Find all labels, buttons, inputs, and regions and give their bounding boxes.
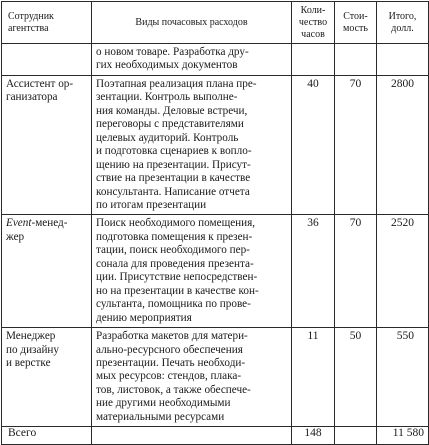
- table-row: [2, 75, 429, 215]
- expense-line: и подготовка сценариев к вопло-: [96, 145, 252, 158]
- expense-line: мых ресурсов: стендов, плака-: [96, 370, 242, 383]
- total-cost-cell: [335, 427, 377, 445]
- continuation-cost-cell: [335, 44, 377, 76]
- cost-cell: 70: [335, 75, 377, 215]
- expense-line: щению на презентации. Присут-: [96, 158, 251, 171]
- table-row-continuation: [2, 44, 429, 76]
- header-hours: [292, 2, 335, 44]
- hours-cell: 36: [292, 215, 335, 328]
- table-header-row: [2, 2, 429, 44]
- total-hours-cell: 148: [292, 427, 335, 445]
- expense-line: по итогам презентации: [96, 198, 207, 211]
- total-label-cell: Всего: [2, 427, 92, 445]
- employee-cell: [2, 215, 92, 328]
- expense-line: о новом товаре. Разработка дру-: [96, 46, 249, 58]
- header-cost: [335, 2, 377, 44]
- cost-cell: 70: [335, 215, 377, 328]
- header-employee-line: агентства: [8, 22, 49, 34]
- expense-line: презентации. Печать необходи-: [96, 356, 246, 369]
- continuation-total-cell: [377, 44, 429, 76]
- expense-line: ствие на презентации в качестве: [96, 172, 251, 185]
- table-row: [2, 215, 429, 328]
- expense-table: [1, 1, 429, 445]
- header-employee: [2, 2, 92, 44]
- continuation-expense-cell: [92, 44, 292, 76]
- employee-cell: [2, 328, 92, 427]
- expense-line: подготовка помещения к презен-: [96, 230, 253, 243]
- header-cost-line: мость: [343, 22, 368, 34]
- employee-line: Ассистент ор-: [6, 77, 74, 90]
- total-cell: 550: [377, 328, 429, 427]
- expense-cell: [92, 215, 292, 328]
- cost-cell: 50: [335, 328, 377, 427]
- employee-line: ганизатора: [6, 91, 58, 104]
- expense-line: зентации. Контроль выполне-: [96, 91, 238, 104]
- employee-regular-part: -менед-: [31, 217, 68, 230]
- header-total-line: долл.: [391, 22, 414, 34]
- hours-cell: 11: [292, 328, 335, 427]
- expense-line: Поэтапная реализация плана пре-: [96, 77, 257, 90]
- hours-cell: 40: [292, 75, 335, 215]
- employee-line: жер: [6, 230, 25, 243]
- expense-line: переговоры с представителями: [96, 118, 244, 131]
- employee-line: Менеджер: [6, 330, 56, 343]
- expense-line: тации, поиск необходимого пер-: [96, 244, 250, 257]
- expense-line: целевых аудиторий. Контроль: [96, 131, 239, 144]
- expense-line: но на презентации в качестве кон-: [96, 284, 259, 297]
- header-hours-line: чество: [298, 16, 328, 28]
- expense-line: сонала для проведения презента-: [96, 257, 254, 270]
- header-hours-line: часов: [301, 28, 325, 40]
- expense-cell: [92, 75, 292, 215]
- expense-line: тов, листовок, а также обеспече-: [96, 383, 251, 396]
- header-hours-line: Коли-: [300, 4, 326, 16]
- continuation-employee-cell: [2, 44, 92, 76]
- expense-line: консультанта. Написание отчета: [96, 185, 250, 198]
- employee-line: [6, 217, 87, 230]
- expense-line: сультанта, помощника по прове-: [96, 298, 251, 311]
- employee-line: и верстке: [6, 356, 51, 369]
- header-cost-line: Стои-: [343, 10, 368, 22]
- table-total-row: [2, 427, 429, 445]
- header-expenses: [92, 2, 292, 44]
- header-employee-line: Сотрудник: [8, 10, 54, 22]
- table-row: [2, 328, 429, 427]
- expense-cell: [92, 328, 292, 427]
- total-cell: 2800: [377, 75, 429, 215]
- expense-line: ния команды. Деловые встречи,: [96, 104, 248, 117]
- employee-italic-part: Event: [6, 217, 32, 230]
- header-expenses-label: Виды почасовых расходов: [135, 16, 248, 28]
- expense-line: ние другими необходимыми: [96, 397, 231, 410]
- employee-cell: [2, 75, 92, 215]
- expense-line: материальными ресурсами: [96, 410, 225, 423]
- header-total-line: Итого,: [388, 10, 417, 22]
- total-expense-cell: [92, 427, 292, 445]
- grand-total-cell: 11 580: [377, 427, 429, 445]
- expense-line: Поиск необходимого помещения,: [96, 217, 256, 230]
- continuation-hours-cell: [292, 44, 335, 76]
- expense-line: ально-ресурсного обеспечения: [96, 343, 243, 356]
- employee-line: по дизайну: [6, 343, 60, 356]
- total-cell: 2520: [377, 215, 429, 328]
- header-total: [377, 2, 429, 44]
- expense-line: гих необходимых документов: [96, 59, 238, 72]
- expense-line: дению мероприятия: [96, 311, 192, 324]
- expense-line: Разработка макетов для матери-: [96, 330, 248, 343]
- expense-line: ции. Присутствие непосредствен-: [96, 271, 258, 284]
